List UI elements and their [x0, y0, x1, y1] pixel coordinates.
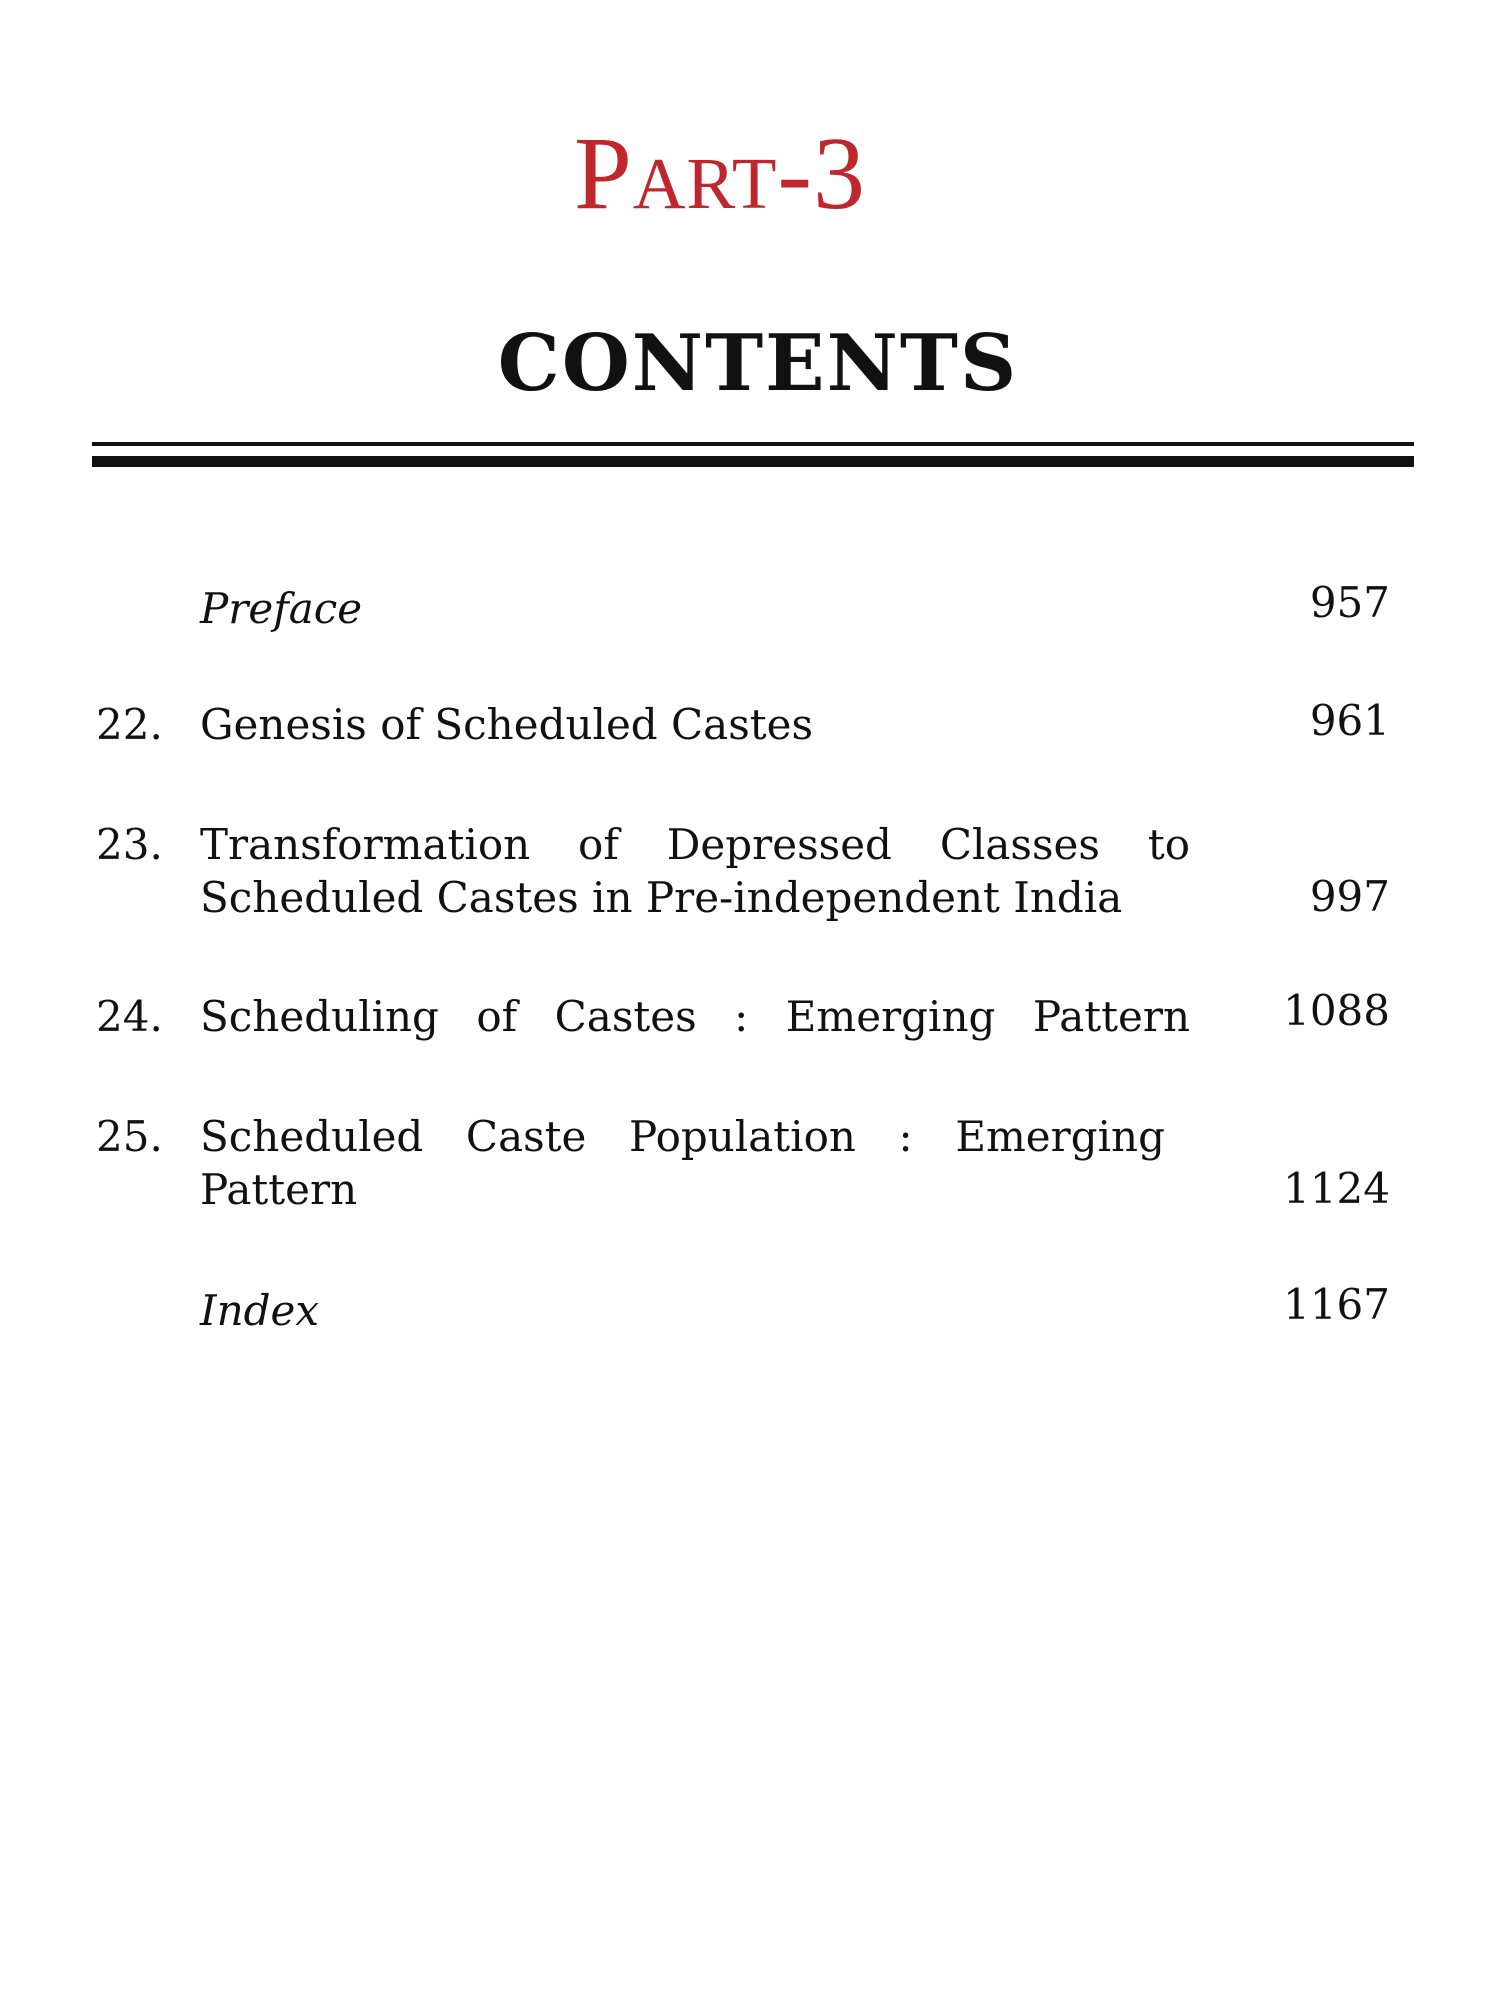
entry-title: Scheduled Caste Population : Emerging Pattern [200, 1112, 1165, 1214]
heading-rule-thin [92, 442, 1414, 446]
entry-title: Genesis of Scheduled Castes [200, 700, 814, 749]
entry-page: 1167 [1283, 1280, 1390, 1329]
entry-title: Preface [200, 584, 363, 633]
entry-title: Index [200, 1286, 320, 1335]
entry-page: 961 [1309, 696, 1390, 745]
heading-rule-thick [92, 456, 1414, 467]
contents-heading: CONTENTS [497, 318, 1019, 409]
entry-title: Scheduling of Castes : Emerging Pattern [200, 992, 1190, 1041]
entry-number: 25. [96, 1112, 163, 1161]
entry-title: Transformation of Depressed Classes to Scheduled Castes in Pre-independent India [200, 820, 1190, 922]
entry-number: 22. [96, 700, 163, 749]
entry-number: 23. [96, 820, 163, 869]
part-title: Part-3 [573, 116, 867, 231]
entry-page: 997 [1309, 872, 1390, 921]
entry-number: 24. [96, 992, 163, 1041]
entry-page: 1124 [1283, 1164, 1390, 1213]
entry-page: 1088 [1283, 986, 1390, 1035]
entry-page: 957 [1309, 578, 1390, 627]
